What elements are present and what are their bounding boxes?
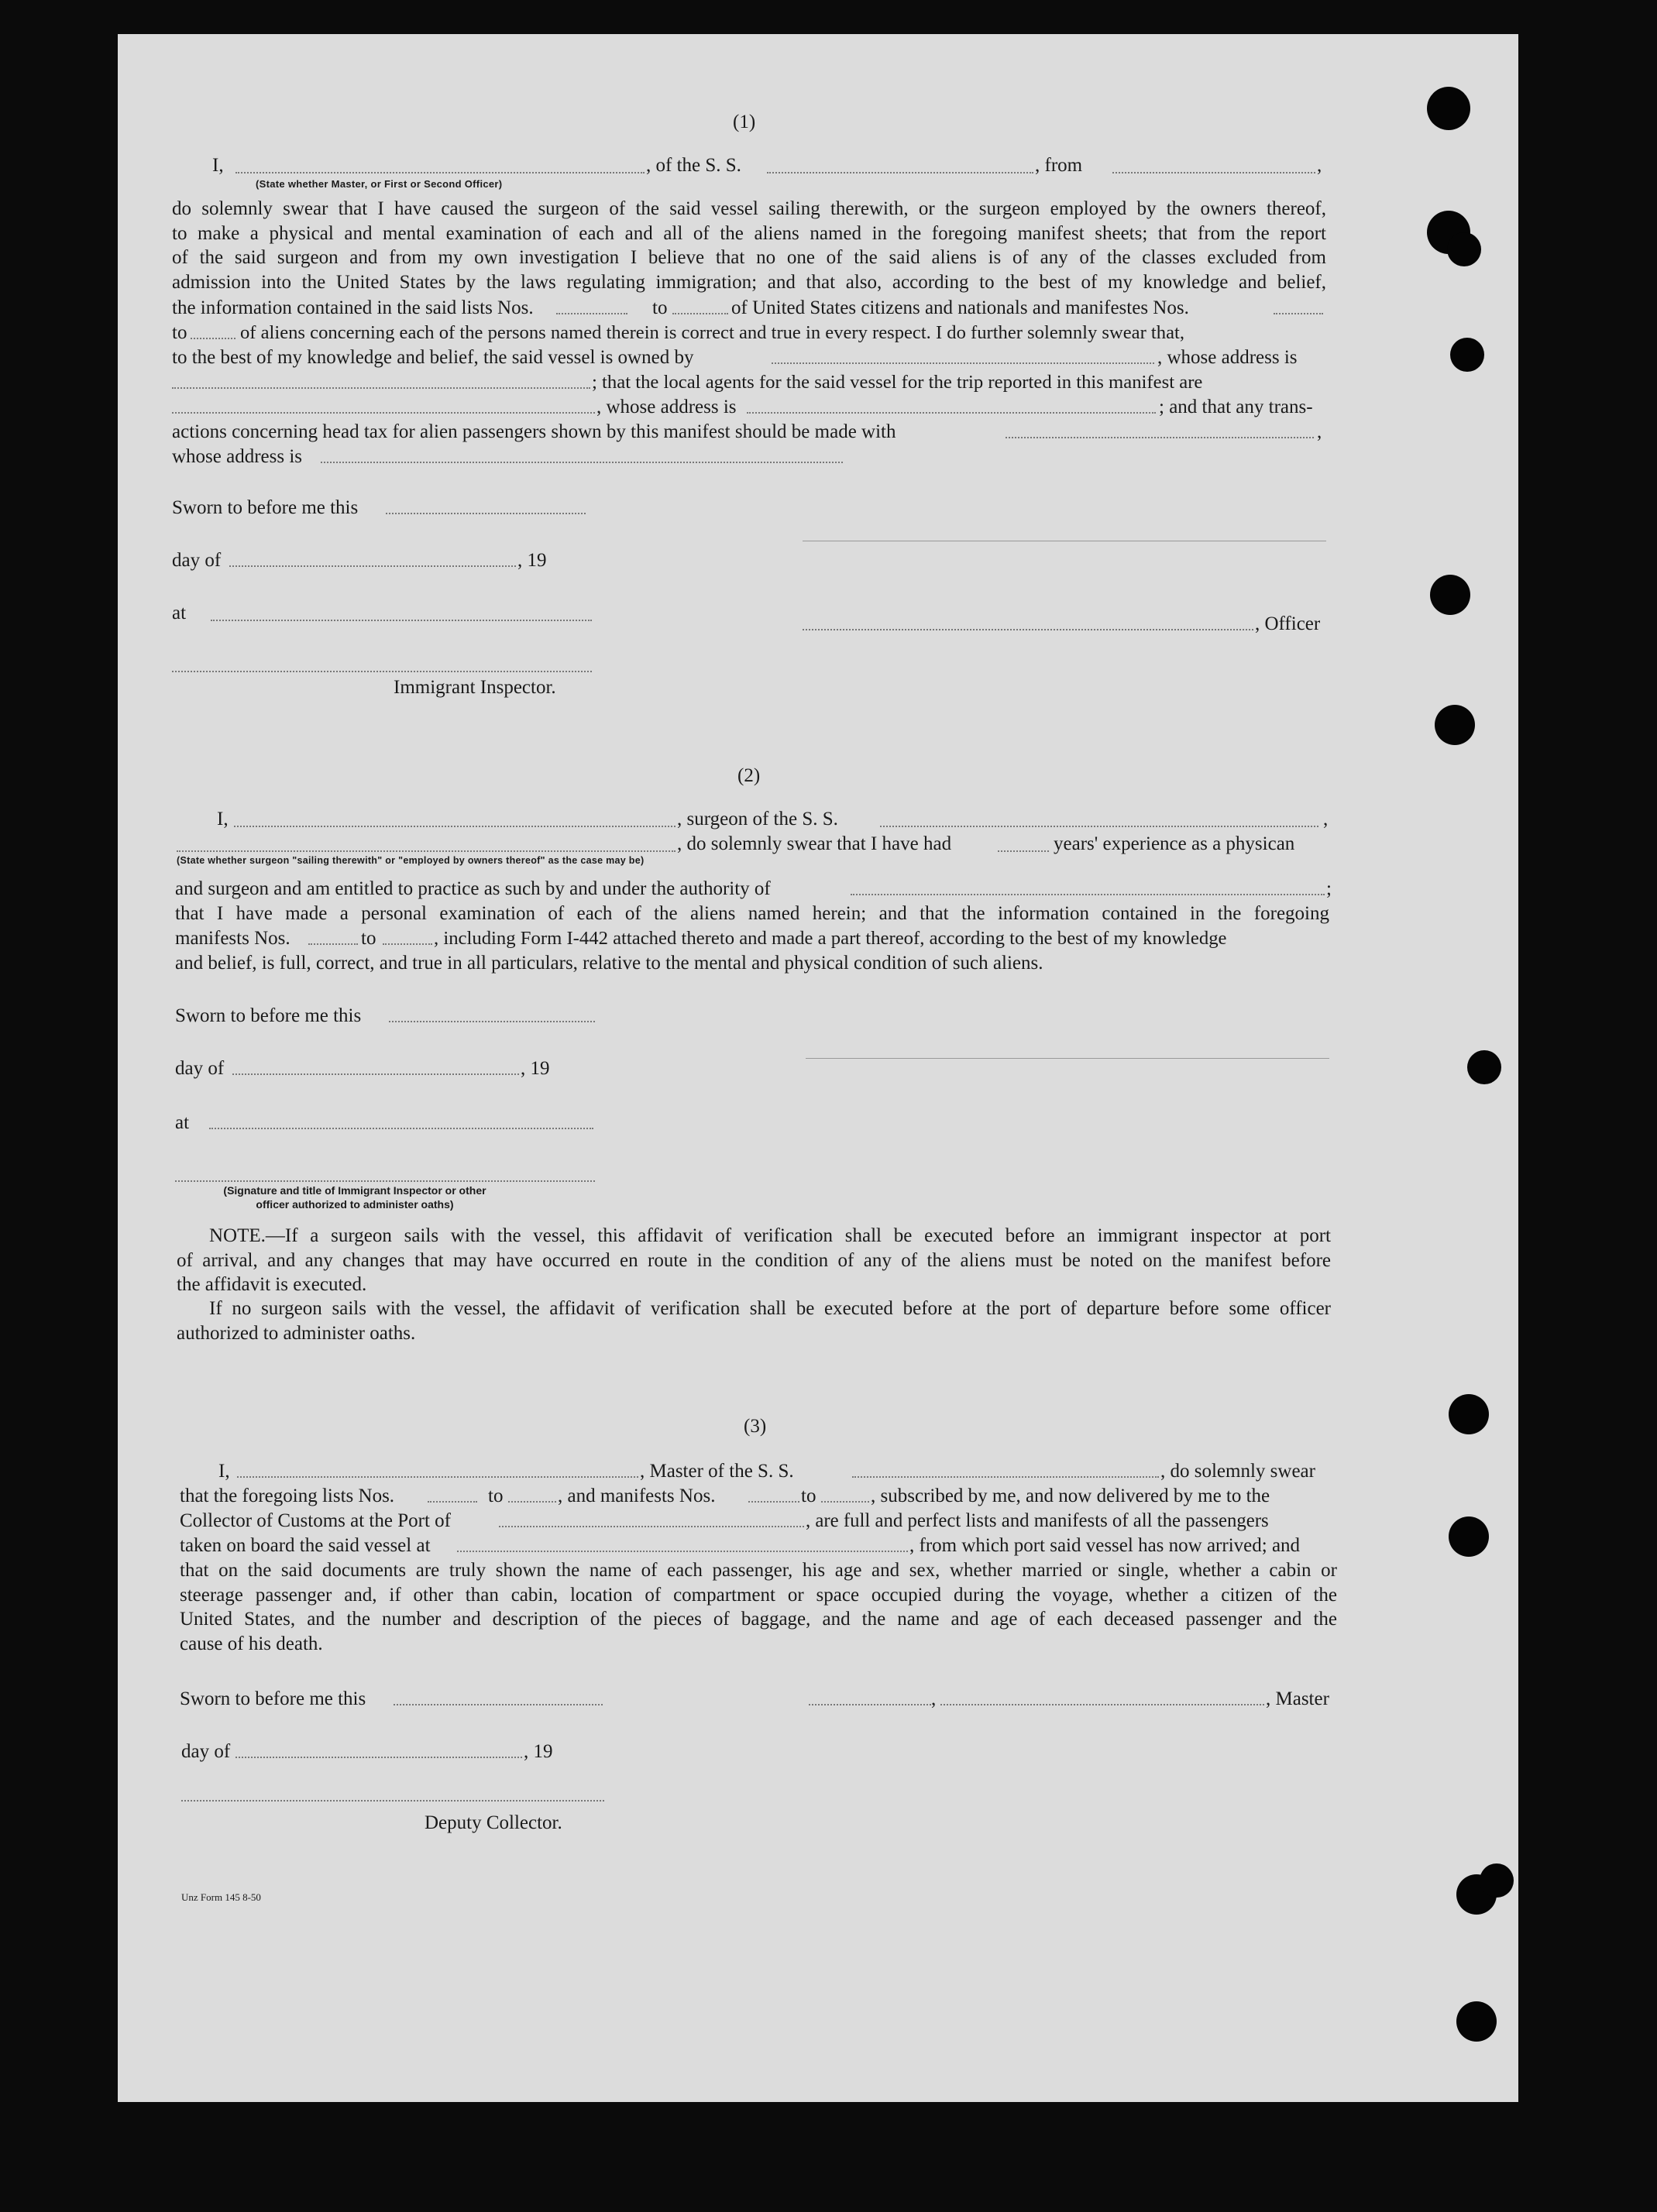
aliens-concerning-text: of aliens concerning each of the persons named therein is correct and true in every respect. I do further solemnly swear that, xyxy=(240,322,1184,343)
manifests-nos-field[interactable] xyxy=(1274,313,1323,314)
sworn-day-field[interactable] xyxy=(394,1704,603,1705)
at-label: at xyxy=(175,1112,190,1133)
from-port-field[interactable] xyxy=(1112,172,1315,173)
day-of-field[interactable] xyxy=(235,1757,522,1758)
signature-title-note: (Signature and title of Immigrant Inspector or other officer authorized to administer oaths) xyxy=(223,1184,486,1211)
manifests-nos-label: of United States citizens and nationals and manifestes Nos. xyxy=(731,297,1189,318)
punch-hole xyxy=(1449,1516,1489,1557)
master-name-field[interactable] xyxy=(237,1476,638,1478)
manifests-nos-from-field[interactable] xyxy=(748,1501,799,1503)
deputy-collector-label: Deputy Collector. xyxy=(425,1812,562,1833)
collector-port-label: Collector of Customs at the Port of xyxy=(180,1510,451,1531)
officer-label: , Officer xyxy=(1255,613,1321,634)
surgeon-of-ss-label: , surgeon of the S. S. xyxy=(677,809,838,830)
to-label: to xyxy=(801,1486,816,1506)
line10-comma: , xyxy=(1317,421,1322,442)
lists-nos-to-field[interactable] xyxy=(672,313,728,314)
officer-rank-note: (State whether Master, or First or Second Officer) xyxy=(256,178,503,190)
section-2-i: I, xyxy=(217,809,229,830)
lists-nos-to-field[interactable] xyxy=(508,1501,556,1503)
section-2-line6: and belief, is full, correct, and true in all particulars, relative to the mental and physical condition of such aliens. xyxy=(175,953,1043,974)
vessel-name-field[interactable] xyxy=(767,172,1033,173)
manifests-nos-label: , and manifests Nos. xyxy=(558,1486,716,1506)
owner-address-field[interactable] xyxy=(172,387,590,389)
solemnly-swear-text: , do solemnly swear that I have had xyxy=(677,833,952,854)
sworn-day-field[interactable] xyxy=(389,1021,595,1022)
lists-nos-from-field[interactable] xyxy=(556,313,627,314)
authority-field[interactable] xyxy=(851,894,1325,895)
day-of-field[interactable] xyxy=(232,1073,519,1075)
year-label: , 19 xyxy=(521,1058,550,1079)
years-experience-field[interactable] xyxy=(998,850,1049,852)
do-solemnly-swear-text: , do solemnly swear xyxy=(1160,1461,1315,1482)
years-experience-text: years' experience as a physican xyxy=(1054,833,1295,854)
lists-nos-from-field[interactable] xyxy=(428,1501,477,1503)
owned-by-text: to the best of my knowledge and belief, the said vessel is owned by xyxy=(172,347,694,368)
manifests-nos-label: manifests Nos. xyxy=(175,928,290,949)
surgeon-name-field[interactable] xyxy=(234,826,676,827)
note-paragraph-2: If no surgeon sails with the vessel, the affidavit of verification shall be executed before at the port of departure before some officer authorized to administer oaths. xyxy=(177,1298,1331,1344)
year-label: , 19 xyxy=(517,550,547,571)
collector-port-field[interactable] xyxy=(499,1526,804,1527)
to-label: to xyxy=(172,322,187,343)
subscribed-text: , subscribed by me, and now delivered by me to the xyxy=(871,1486,1270,1506)
section-1-i: I, xyxy=(212,155,224,176)
manifests-to-field[interactable] xyxy=(191,338,235,339)
port-arrived-text: , from which port said vessel has now arrived; and xyxy=(909,1535,1301,1556)
year-label: , 19 xyxy=(524,1741,553,1762)
to-label: to xyxy=(652,297,668,318)
at-place-field[interactable] xyxy=(211,620,592,621)
day-of-label: day of xyxy=(181,1741,231,1762)
of-the-ss-label: , of the S. S. xyxy=(646,155,741,176)
master-of-ss-label: , Master of the S. S. xyxy=(640,1461,794,1482)
at-label: at xyxy=(172,603,187,623)
from-label: , from xyxy=(1035,155,1083,176)
surgeon-status-note: (State whether surgeon "sailing therewith" or "employed by owners thereof" as the case may be) xyxy=(177,855,645,866)
section-3-number: (3) xyxy=(744,1416,767,1437)
officer-name-field[interactable] xyxy=(235,172,645,173)
officer-name-line[interactable] xyxy=(803,629,1253,630)
whose-address-label: , whose address is xyxy=(1157,347,1298,368)
agents-address-field[interactable] xyxy=(747,412,1156,414)
day-of-field[interactable] xyxy=(229,565,516,567)
surgeon-vessel-field[interactable] xyxy=(880,826,1318,827)
head-tax-contact-field[interactable] xyxy=(1006,437,1314,438)
deputy-signature-field[interactable] xyxy=(181,1800,604,1802)
inspector-signature-field[interactable] xyxy=(175,1180,595,1182)
lists-nos-label: the information contained in the said lists Nos. xyxy=(172,297,534,318)
manifests-nos-from-field[interactable] xyxy=(308,943,358,945)
punch-hole xyxy=(1450,338,1484,372)
sworn-label: Sworn to before me this xyxy=(175,1005,362,1026)
sworn-label: Sworn to before me this xyxy=(172,497,359,518)
punch-hole xyxy=(1467,1050,1501,1084)
section-2-line4: that I have made a personal examination of each of the aliens named herein; and that the information contained in the foregoing xyxy=(175,903,1329,924)
day-of-label: day of xyxy=(175,1058,225,1079)
to-label: to xyxy=(361,928,376,949)
full-perfect-text: , are full and perfect lists and manifests of all the passengers xyxy=(806,1510,1269,1531)
to-label: to xyxy=(488,1486,504,1506)
master-signature-field-b[interactable] xyxy=(940,1704,1264,1705)
surgeon-signature-line[interactable] xyxy=(806,1058,1329,1059)
punch-hole xyxy=(1480,1863,1514,1898)
sworn-label: Sworn to before me this xyxy=(180,1688,366,1709)
punch-hole xyxy=(1435,705,1475,745)
taken-on-board-label: taken on board the said vessel at xyxy=(180,1535,431,1556)
section-1-paragraph: do solemnly swear that I have caused the surgeon of the said vessel sailing therewith, or the surgeon employed by the owners thereof, to make a physical and mental examination of each and all of the aliens named in the foregoing manifest sheets; that from the report of the said surgeon and from my own investigation I believe that no one of the said aliens is of any of the classes excluded from admission into the United States by the laws regulating immigration; and that also, according to the best of my knowledge and belief, xyxy=(172,198,1326,293)
foregoing-lists-label: that the foregoing lists Nos. xyxy=(180,1486,395,1506)
punch-hole xyxy=(1427,87,1470,130)
whose-address-label: , whose address is xyxy=(596,397,737,417)
head-tax-address-field[interactable] xyxy=(321,462,843,463)
head-tax-text: actions concerning head tax for alien passengers shown by this manifest should be made with xyxy=(172,421,896,442)
punch-hole xyxy=(1456,2001,1497,2042)
line1-comma: , xyxy=(1317,155,1322,176)
day-of-label: day of xyxy=(172,550,222,571)
punch-hole xyxy=(1449,1394,1489,1434)
surgeon-status-field[interactable] xyxy=(177,850,676,852)
section-2-number: (2) xyxy=(737,765,761,786)
form-i442-text: , including Form I-442 attached thereto and made a part thereof, according to the best of my knowledge xyxy=(434,928,1227,949)
manifests-nos-to-field[interactable] xyxy=(383,943,432,945)
master-vessel-field[interactable] xyxy=(852,1476,1159,1478)
owner-field[interactable] xyxy=(772,362,1154,364)
whose-address-label: whose address is xyxy=(172,446,303,467)
line1-comma: , xyxy=(1323,809,1329,830)
master-signature-field-a[interactable] xyxy=(809,1704,931,1705)
signature-comma: , xyxy=(931,1688,937,1709)
section-1-number: (1) xyxy=(733,112,756,132)
section-3-paragraph: that on the said documents are truly shown the name of each passenger, his age and sex, whether married or single, whether a cabin or steerage passenger and, if other than cabin, location of compartment or space occupied during the voyage, whether a citizen of the United States, and the number and description of the pieces of baggage, and the name and age of each deceased passenger and the cause of his death. xyxy=(180,1560,1337,1654)
taken-on-board-field[interactable] xyxy=(457,1551,908,1552)
punch-hole xyxy=(1447,232,1481,266)
note-paragraph-1: NOTE.—If a surgeon sails with the vessel, this affidavit of verification shall be executed before an immigrant inspector at port of arrival, and any changes that may have occurred en route in the condition of any of the aliens must be noted on the manifest before the affidavit is executed. xyxy=(177,1225,1331,1296)
immigrant-inspector-label: Immigrant Inspector. xyxy=(394,677,556,698)
at-place-field[interactable] xyxy=(209,1128,593,1129)
sworn-day-field[interactable] xyxy=(386,513,586,514)
line3-semicolon: ; xyxy=(1326,878,1332,899)
authority-text: and surgeon and am entitled to practice as such by and under the authority of xyxy=(175,878,771,899)
section-3-i: I, xyxy=(218,1461,230,1482)
form-number-footer: Unz Form 145 8-50 xyxy=(181,1891,261,1903)
local-agents-text: ; that the local agents for the said vessel for the trip reported in this manifest are xyxy=(592,372,1203,393)
manifests-nos-to-field[interactable] xyxy=(821,1501,869,1503)
any-trans-text: ; and that any trans- xyxy=(1159,397,1313,417)
master-label: , Master xyxy=(1266,1688,1329,1709)
local-agents-field[interactable] xyxy=(172,412,595,414)
punch-hole xyxy=(1430,575,1470,615)
inspector-signature-field[interactable] xyxy=(172,671,592,672)
